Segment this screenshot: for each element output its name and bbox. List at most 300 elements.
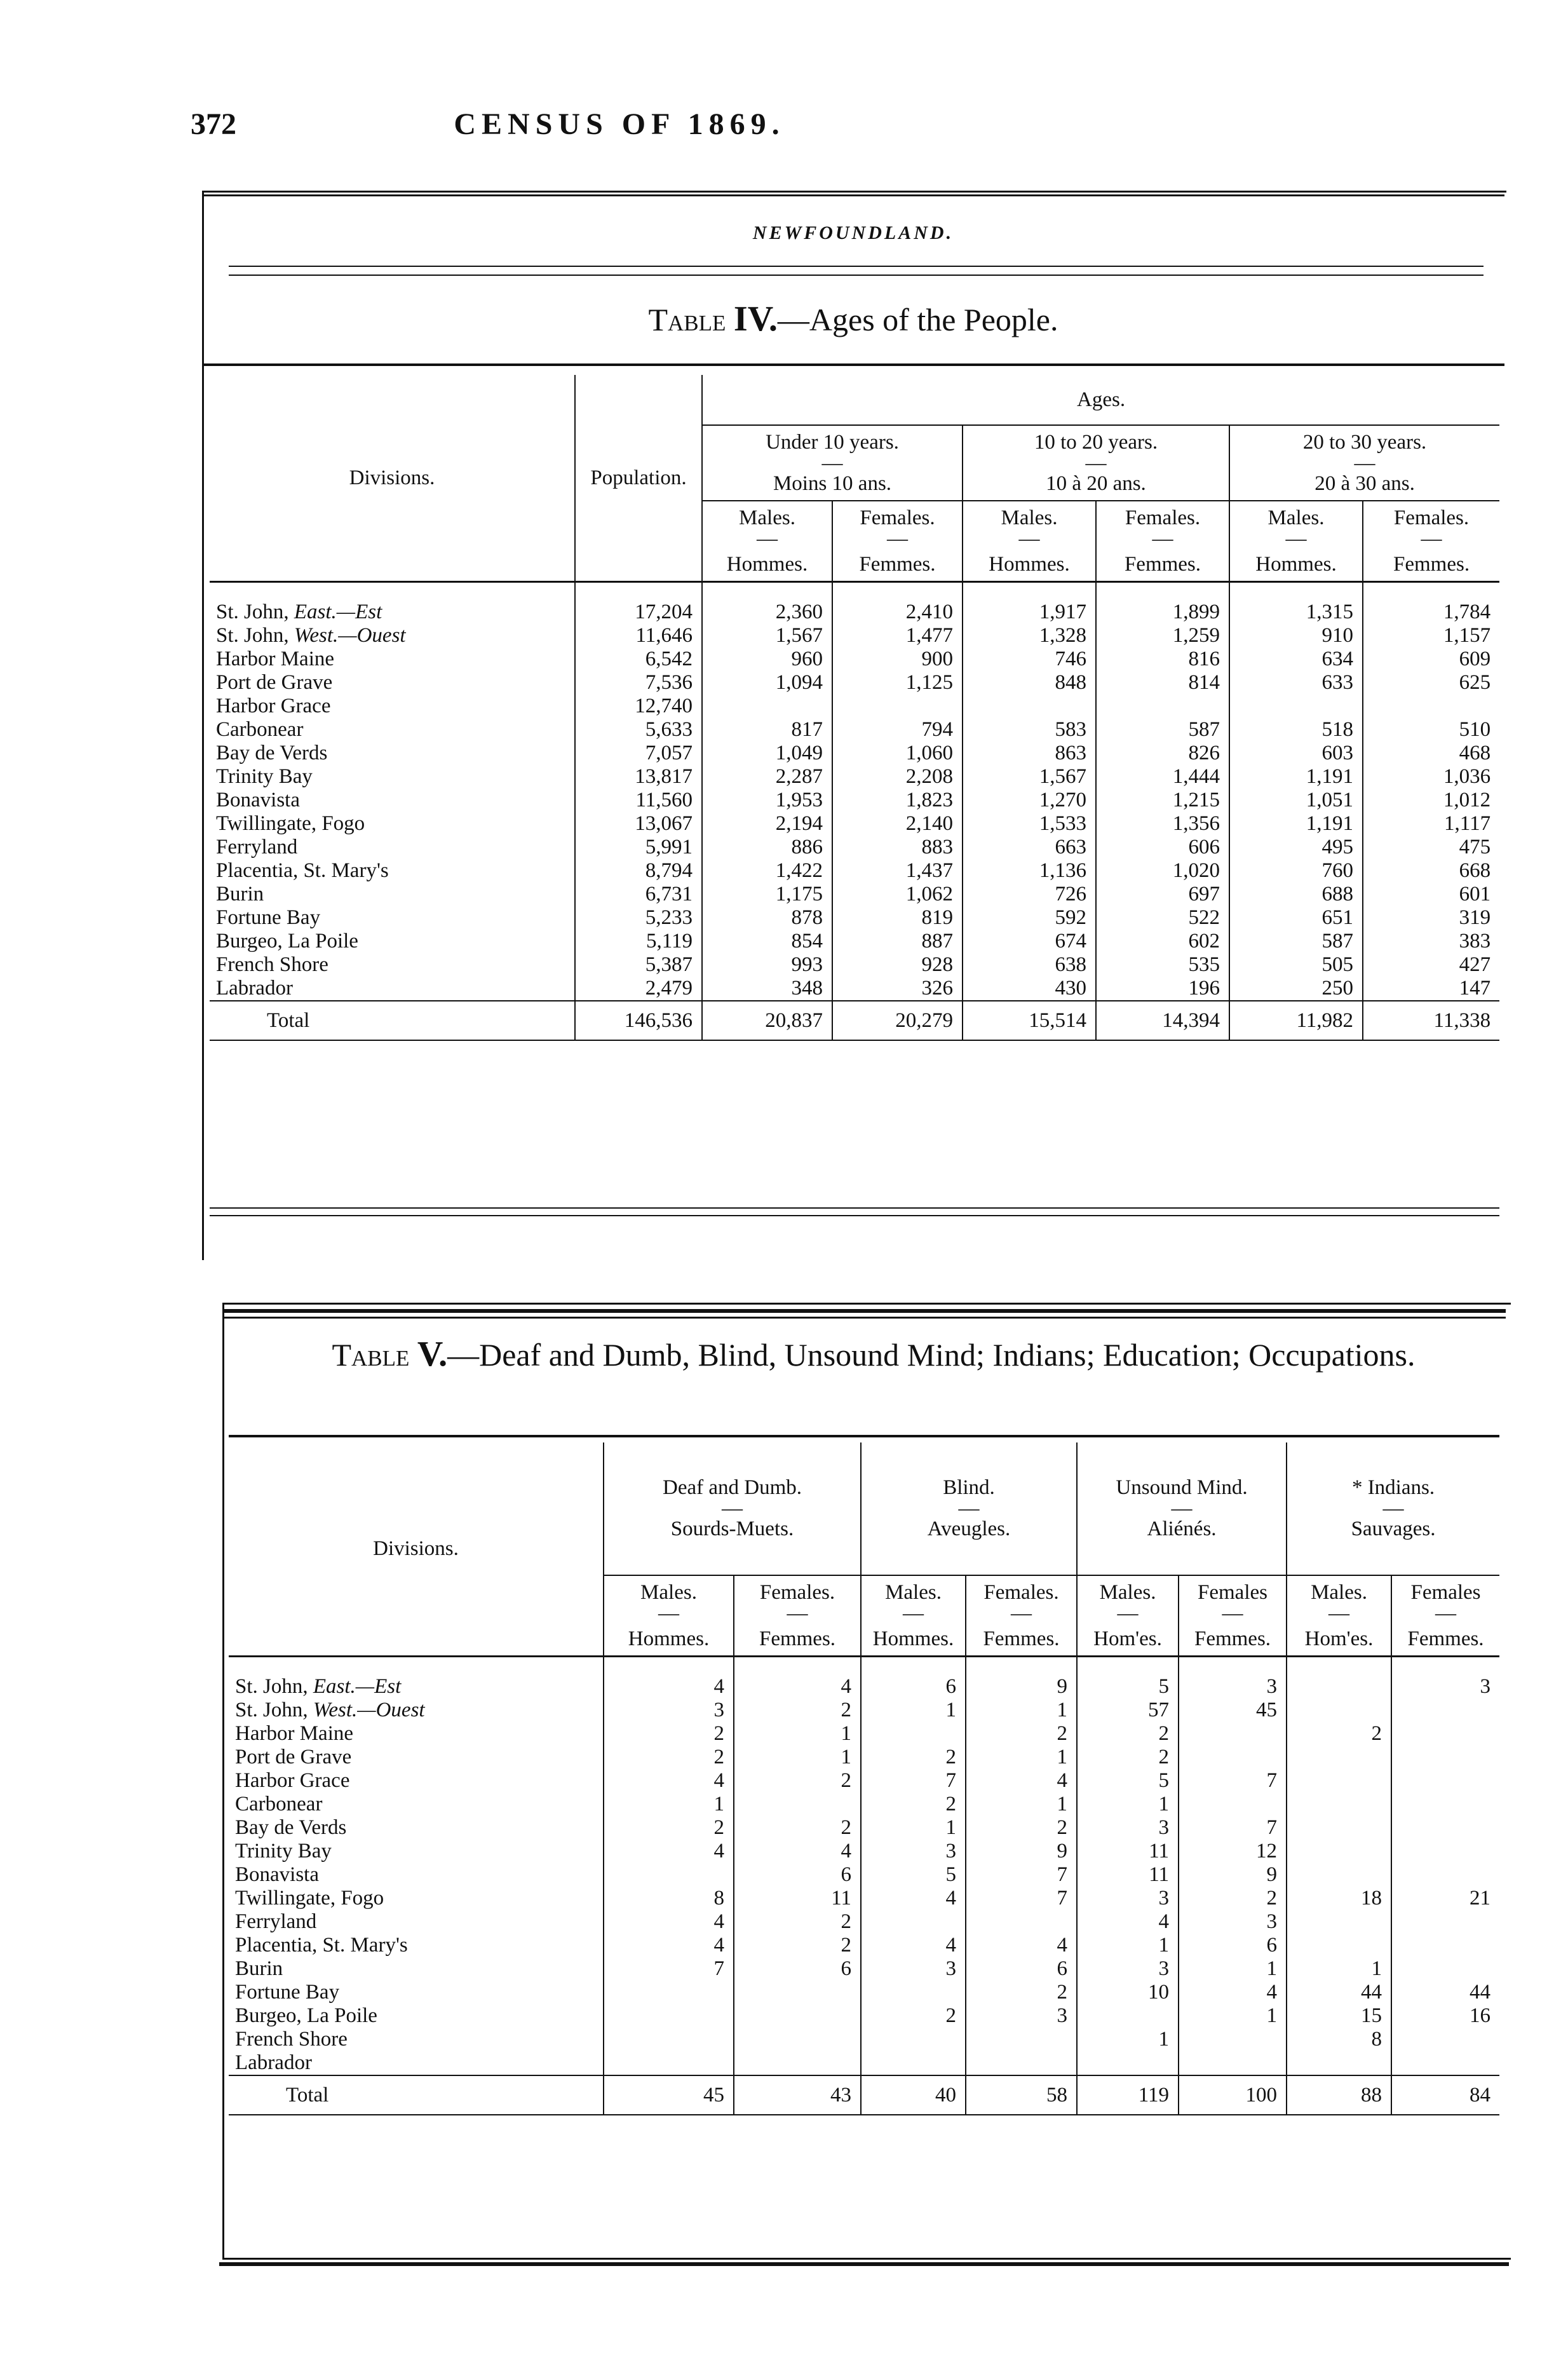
division-label: Port de Grave <box>235 1746 352 1769</box>
division-name <box>229 1957 604 1981</box>
age-count-cell: 603 <box>1229 742 1363 765</box>
table-row <box>229 1910 1499 1934</box>
age-count-cell: 886 <box>702 836 832 859</box>
table-row <box>210 906 1499 930</box>
dash: — <box>658 1601 679 1625</box>
table-row <box>229 2051 1499 2075</box>
males-label: Males. <box>1001 506 1058 530</box>
count-cell: 44 <box>1287 1981 1391 2004</box>
age-count-cell: 1,060 <box>832 742 963 765</box>
age-count-cell: 1,049 <box>702 742 832 765</box>
count-cell <box>1179 2028 1287 2051</box>
count-cell: 3 <box>1179 1910 1287 1934</box>
total-label: Total <box>229 2075 604 2115</box>
division-label: Placentia, St. Mary's <box>216 859 389 883</box>
age-count-cell: 1,175 <box>702 883 832 906</box>
sex-label: Males. <box>1311 1581 1367 1604</box>
age-count-cell: 1,036 <box>1363 765 1499 789</box>
count-cell <box>1287 1910 1391 1934</box>
hommes-header: Hommes. <box>702 548 832 582</box>
division-name <box>229 1722 604 1746</box>
age-count-cell: 848 <box>963 671 1096 695</box>
sex-header <box>604 1575 734 1625</box>
count-total-cell: 40 <box>861 2075 966 2115</box>
count-cell: 4 <box>861 1887 966 1910</box>
page-number: 372 <box>191 107 236 141</box>
count-cell: 3 <box>604 1699 734 1722</box>
count-cell: 15 <box>1287 2004 1391 2028</box>
count-cell: 2 <box>966 1981 1077 2004</box>
group-label: * Indians. <box>1351 1476 1435 1500</box>
infirmities-table <box>229 1442 1499 2115</box>
females-header <box>1363 501 1499 548</box>
sex-label-fr: Hom'es. <box>1287 1622 1391 1657</box>
table-row <box>229 1657 1499 1699</box>
dash: — <box>1085 451 1107 475</box>
dash: — <box>1354 451 1375 475</box>
age-count-cell: 1,012 <box>1363 789 1499 812</box>
count-cell: 2 <box>604 1746 734 1769</box>
age-count-cell: 1,567 <box>963 765 1096 789</box>
division-label: Burgeo, La Poile <box>235 2004 377 2028</box>
table-row <box>229 2028 1499 2051</box>
count-total-cell: 43 <box>734 2075 861 2115</box>
caption-number: V. <box>417 1334 448 1374</box>
count-cell <box>1179 1793 1287 1816</box>
age-count-cell: 1,259 <box>1096 624 1229 648</box>
count-cell: 1 <box>1077 2028 1179 2051</box>
count-cell: 10 <box>1077 1981 1179 2004</box>
total-label: Total <box>210 1001 575 1040</box>
table-row <box>229 1769 1499 1793</box>
dash: — <box>1435 1601 1457 1625</box>
group-20-30 <box>1229 425 1499 501</box>
count-cell: 2 <box>861 1746 966 1769</box>
count-cell: 3 <box>1179 1657 1287 1699</box>
table-row <box>210 765 1499 789</box>
age-count-cell: 928 <box>832 953 963 977</box>
page-header <box>191 107 1048 151</box>
females-header <box>832 501 963 548</box>
count-cell: 7 <box>861 1769 966 1793</box>
age-count-cell: 854 <box>702 930 832 953</box>
dash: — <box>787 1601 808 1625</box>
age-total-cell: 15,514 <box>963 1001 1096 1040</box>
age-count-cell: 1,191 <box>1229 812 1363 836</box>
males-header <box>702 501 832 548</box>
division-label: Fortune Bay <box>235 1981 340 2004</box>
males-header <box>1229 501 1363 548</box>
table-row <box>229 1840 1499 1863</box>
count-cell: 9 <box>1179 1863 1287 1887</box>
division-label: Harbor Maine <box>216 648 335 671</box>
males-header <box>963 501 1096 548</box>
dash: — <box>887 527 908 550</box>
age-count-cell: 1,062 <box>832 883 963 906</box>
caption-lead: Table <box>648 302 726 337</box>
division-label: Carbonear <box>216 718 304 742</box>
count-cell: 6 <box>734 1863 861 1887</box>
count-cell: 11 <box>1077 1840 1179 1863</box>
count-cell <box>1391 1722 1499 1746</box>
age-count-cell <box>963 695 1096 718</box>
count-cell <box>734 1793 861 1816</box>
count-cell: 4 <box>604 1840 734 1863</box>
age-count-cell: 1,051 <box>1229 789 1363 812</box>
count-cell <box>734 1981 861 2004</box>
count-cell: 1 <box>1077 1934 1179 1957</box>
count-cell: 1 <box>966 1746 1077 1769</box>
age-count-cell: 1,315 <box>1229 582 1363 625</box>
divisions-header: Divisions. <box>210 375 575 582</box>
count-total-cell: 45 <box>604 2075 734 2115</box>
division-name <box>229 1816 604 1840</box>
count-cell <box>1287 1816 1391 1840</box>
count-cell <box>1391 1863 1499 1887</box>
division-label: Fortune Bay <box>216 906 321 930</box>
age-count-cell: 606 <box>1096 836 1229 859</box>
population-cell: 5,991 <box>575 836 702 859</box>
dash: — <box>1171 1497 1193 1520</box>
age-count-cell: 625 <box>1363 671 1499 695</box>
division-name <box>229 1934 604 1957</box>
age-count-cell: 819 <box>832 906 963 930</box>
dash: — <box>903 1601 924 1625</box>
count-cell: 4 <box>1077 1910 1179 1934</box>
division-label: Trinity Bay <box>235 1840 332 1863</box>
dash: — <box>1382 1497 1404 1520</box>
division-name <box>210 812 575 836</box>
age-count-cell: 587 <box>1229 930 1363 953</box>
age-count-cell: 1,117 <box>1363 812 1499 836</box>
table-v-caption <box>254 1334 1493 1374</box>
age-count-cell: 960 <box>702 648 832 671</box>
division-name <box>210 953 575 977</box>
count-cell: 8 <box>1287 2028 1391 2051</box>
age-count-cell: 651 <box>1229 906 1363 930</box>
group-blind <box>861 1442 1077 1575</box>
count-cell <box>1391 1769 1499 1793</box>
age-count-cell: 993 <box>702 953 832 977</box>
count-cell: 3 <box>861 1840 966 1863</box>
table-row <box>229 1957 1499 1981</box>
age-total-cell: 14,394 <box>1096 1001 1229 1040</box>
count-cell: 1 <box>1287 1957 1391 1981</box>
group-label: Deaf and Dumb. <box>663 1476 802 1500</box>
count-cell: 3 <box>861 1957 966 1981</box>
count-cell: 1 <box>1179 2004 1287 2028</box>
count-cell: 3 <box>966 2004 1077 2028</box>
table-row <box>210 789 1499 812</box>
division-name <box>229 1699 604 1722</box>
count-cell: 7 <box>1179 1769 1287 1793</box>
age-count-cell: 1,270 <box>963 789 1096 812</box>
age-count-cell: 826 <box>1096 742 1229 765</box>
age-count-cell: 2,208 <box>832 765 963 789</box>
count-cell: 1 <box>1077 1793 1179 1816</box>
table-iv-caption <box>202 299 1504 339</box>
age-total-cell: 20,279 <box>832 1001 963 1040</box>
division-name <box>229 1769 604 1793</box>
table-row <box>229 1887 1499 1910</box>
count-cell <box>1391 1816 1499 1840</box>
sex-header <box>734 1575 861 1625</box>
count-cell <box>861 1910 966 1934</box>
group-label: Blind. <box>943 1476 995 1500</box>
table-row <box>229 1816 1499 1840</box>
age-count-cell: 1,136 <box>963 859 1096 883</box>
count-cell <box>1287 2051 1391 2075</box>
total-row <box>210 1001 1499 1040</box>
division-label: French Shore <box>235 2028 348 2051</box>
division-label: Trinity Bay <box>216 765 313 789</box>
count-cell: 4 <box>734 1657 861 1699</box>
age-count-cell: 1,784 <box>1363 582 1499 625</box>
group-label-fr: Sourds-Muets. <box>670 1517 794 1540</box>
table-iv-bottom-rule-2 <box>210 1215 1499 1216</box>
count-cell <box>1391 1699 1499 1722</box>
count-cell <box>604 1981 734 2004</box>
count-cell: 2 <box>1077 1746 1179 1769</box>
age-count-cell: 348 <box>702 977 832 1001</box>
group-under-10 <box>702 425 963 501</box>
division-name <box>229 1863 604 1887</box>
hommes-header: Hommes. <box>1229 548 1363 582</box>
dash: — <box>1117 1601 1139 1625</box>
sex-label: Females <box>1410 1581 1481 1604</box>
dash: — <box>821 451 843 475</box>
count-cell: 4 <box>604 1934 734 1957</box>
count-cell: 2 <box>1287 1722 1391 1746</box>
count-cell: 2 <box>734 1769 861 1793</box>
count-cell: 11 <box>734 1887 861 1910</box>
table-row <box>229 1863 1499 1887</box>
count-cell: 2 <box>966 1722 1077 1746</box>
age-count-cell: 863 <box>963 742 1096 765</box>
table-row <box>210 883 1499 906</box>
age-count-cell: 633 <box>1229 671 1363 695</box>
table-row <box>210 648 1499 671</box>
count-cell: 6 <box>966 1957 1077 1981</box>
count-cell <box>1287 1840 1391 1863</box>
count-cell: 1 <box>966 1699 1077 1722</box>
count-cell <box>604 2028 734 2051</box>
division-name <box>210 789 575 812</box>
division-name <box>229 1910 604 1934</box>
count-cell: 11 <box>1077 1863 1179 1887</box>
group-deaf-dumb <box>604 1442 861 1575</box>
age-count-cell: 505 <box>1229 953 1363 977</box>
age-count-cell: 2,360 <box>702 582 832 625</box>
age-count-cell: 147 <box>1363 977 1499 1001</box>
age-count-cell: 495 <box>1229 836 1363 859</box>
group-label-fr: Aveugles. <box>927 1517 1011 1540</box>
count-cell <box>966 2051 1077 2075</box>
division-name <box>210 742 575 765</box>
count-cell: 44 <box>1391 1981 1499 2004</box>
division-label: Bay de Verds <box>216 742 328 765</box>
division-label: Burgeo, La Poile <box>216 930 358 953</box>
count-cell: 1 <box>734 1746 861 1769</box>
age-count-cell: 522 <box>1096 906 1229 930</box>
count-cell: 1 <box>604 1793 734 1816</box>
division-name <box>210 883 575 906</box>
count-cell: 12 <box>1179 1840 1287 1863</box>
division-label: Harbor Grace <box>216 695 331 718</box>
population-cell: 5,387 <box>575 953 702 977</box>
division-name <box>229 1981 604 2004</box>
age-count-cell: 602 <box>1096 930 1229 953</box>
division-name <box>210 718 575 742</box>
ages-table-body <box>210 582 1499 1041</box>
age-count-cell <box>1363 695 1499 718</box>
count-cell: 5 <box>1077 1769 1179 1793</box>
group-indians <box>1287 1442 1499 1575</box>
count-cell <box>1391 1793 1499 1816</box>
count-cell <box>1391 1934 1499 1957</box>
age-count-cell: 583 <box>963 718 1096 742</box>
count-cell: 5 <box>861 1863 966 1887</box>
count-cell <box>1391 1910 1499 1934</box>
females-label: Females. <box>1393 506 1470 530</box>
population-cell: 8,794 <box>575 859 702 883</box>
count-cell: 2 <box>1077 1722 1179 1746</box>
count-cell: 18 <box>1287 1887 1391 1910</box>
division-label: St. John, <box>235 1699 313 1722</box>
section-rule <box>229 266 1484 267</box>
count-cell <box>1287 1863 1391 1887</box>
sex-label: Females. <box>759 1581 835 1604</box>
division-name <box>229 2028 604 2051</box>
group-unsound-mind <box>1077 1442 1287 1575</box>
age-count-cell: 1,437 <box>832 859 963 883</box>
table-row <box>210 812 1499 836</box>
age-count-cell: 1,191 <box>1229 765 1363 789</box>
count-cell: 2 <box>966 1816 1077 1840</box>
count-cell <box>1287 1657 1391 1699</box>
count-total-cell: 88 <box>1287 2075 1391 2115</box>
count-cell: 2 <box>861 2004 966 2028</box>
table-row <box>210 977 1499 1001</box>
division-name <box>210 582 575 625</box>
count-cell: 2 <box>1179 1887 1287 1910</box>
division-label: Ferryland <box>216 836 298 859</box>
division-name <box>210 695 575 718</box>
caption-lead: Table <box>332 1337 410 1373</box>
sex-label: Females <box>1198 1581 1267 1604</box>
count-cell: 8 <box>604 1887 734 1910</box>
females-header <box>1096 501 1229 548</box>
count-cell: 45 <box>1179 1699 1287 1722</box>
age-count-cell: 674 <box>963 930 1096 953</box>
count-cell: 3 <box>1077 1816 1179 1840</box>
division-label: French Shore <box>216 953 328 977</box>
count-cell: 4 <box>604 1657 734 1699</box>
division-label: Carbonear <box>235 1793 323 1816</box>
count-cell: 2 <box>604 1722 734 1746</box>
group-label-fr: 20 à 30 ans. <box>1315 472 1415 495</box>
age-count-cell: 1,899 <box>1096 582 1229 625</box>
count-cell: 4 <box>1179 1981 1287 2004</box>
sex-label: Males. <box>640 1581 697 1604</box>
divisions-header: Divisions. <box>229 1442 604 1657</box>
division-label: Port de Grave <box>216 671 333 695</box>
age-count-cell: 609 <box>1363 648 1499 671</box>
dash: — <box>1285 527 1307 550</box>
age-count-cell: 592 <box>963 906 1096 930</box>
table-row <box>210 624 1499 648</box>
running-head: CENSUS OF 1869. <box>454 107 785 141</box>
sex-label-fr: Hommes. <box>861 1622 966 1657</box>
count-cell: 7 <box>966 1887 1077 1910</box>
sex-label: Males. <box>885 1581 942 1604</box>
males-label: Males. <box>1267 506 1325 530</box>
table-row <box>229 1793 1499 1816</box>
sex-header <box>1287 1575 1391 1625</box>
count-cell: 7 <box>604 1957 734 1981</box>
count-cell: 3 <box>1077 1957 1179 1981</box>
count-cell <box>1391 1746 1499 1769</box>
count-cell <box>1391 2051 1499 2075</box>
age-count-cell: 1,356 <box>1096 812 1229 836</box>
count-cell: 1 <box>1179 1957 1287 1981</box>
group-label-fr: 10 à 20 ans. <box>1046 472 1146 495</box>
sex-header <box>966 1575 1077 1625</box>
count-cell <box>1179 1746 1287 1769</box>
population-cell: 11,646 <box>575 624 702 648</box>
division-label: Bay de Verds <box>235 1816 347 1840</box>
group-label: Unsound Mind. <box>1116 1476 1248 1500</box>
section-title: NEWFOUNDLAND. <box>752 222 954 243</box>
division-label: Placentia, St. Mary's <box>235 1934 408 1957</box>
count-cell: 4 <box>861 1934 966 1957</box>
age-count-cell: 1,823 <box>832 789 963 812</box>
age-count-cell: 319 <box>1363 906 1499 930</box>
count-cell <box>604 1863 734 1887</box>
age-count-cell: 1,215 <box>1096 789 1229 812</box>
division-label-italic: East.—Est <box>313 1675 402 1699</box>
division-name <box>229 2051 604 2075</box>
count-cell: 7 <box>1179 1816 1287 1840</box>
age-total-cell: 11,982 <box>1229 1001 1363 1040</box>
sex-label: Males. <box>1099 1581 1156 1604</box>
count-cell: 4 <box>734 1840 861 1863</box>
age-count-cell: 910 <box>1229 624 1363 648</box>
age-count-cell: 878 <box>702 906 832 930</box>
count-cell: 16 <box>1391 2004 1499 2028</box>
sex-label-fr: Femmes. <box>966 1622 1077 1657</box>
age-count-cell: 1,422 <box>702 859 832 883</box>
count-cell <box>734 2051 861 2075</box>
count-cell: 21 <box>1391 1887 1499 1910</box>
age-count-cell: 2,140 <box>832 812 963 836</box>
division-label: Burin <box>216 883 264 906</box>
count-cell: 6 <box>734 1957 861 1981</box>
count-cell: 1 <box>861 1699 966 1722</box>
population-cell: 5,119 <box>575 930 702 953</box>
division-name <box>229 1840 604 1863</box>
population-cell: 2,479 <box>575 977 702 1001</box>
count-total-cell: 58 <box>966 2075 1077 2115</box>
table-row <box>210 695 1499 718</box>
age-count-cell: 1,094 <box>702 671 832 695</box>
count-cell: 5 <box>1077 1657 1179 1699</box>
sex-label-fr: Femmes. <box>1179 1622 1287 1657</box>
count-cell: 2 <box>734 1910 861 1934</box>
count-cell <box>966 2028 1077 2051</box>
count-total-cell: 119 <box>1077 2075 1179 2115</box>
count-cell: 2 <box>861 1793 966 1816</box>
